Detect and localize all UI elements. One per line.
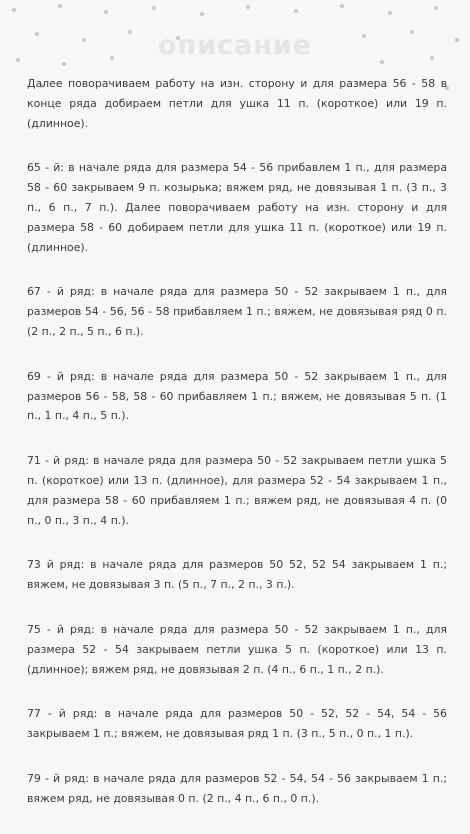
paragraph: 69 - й ряд: в начале ряда для размера 50 - 52 закрываем 1 п., для размеров 56 - 58, 58 - 60 прибавляем 1 п.; вяжем, не довязывая 5 п. (1 п., 1 п., 4 п., 5 п.). [27, 369, 447, 423]
paragraph: 73 й ряд: в начале ряда для размеров 50 52, 52 54 закрываем 1 п.; вяжем, не довязывая 3 п. (5 п., 7 п., 2 п., 3 п.). [27, 558, 447, 592]
paragraph: 75 - й ряд: в начале ряда для размера 50 - 52 закрываем 1 п., для размера 52 - 54 закрываем петли ушка 5 п. (короткое) или 13 п. (длинное); вяжем ряд, не довязывая 2 п. (4 п., 6 п., 1 п., 2 п.). [27, 622, 447, 676]
paragraph: 71 - й ряд: в начале ряда для размера 50 - 52 закрываем петли ушка 5 п. (короткое) или 13 п. (длинное), для размера 52 - 54 закрываем 1 п., для размера 58 - 60 прибавляем 1 п.; вяжем ряд, не довязывая 4 п. (0 п., 0 п., 3 п., 4 п.). [27, 454, 447, 527]
paragraph: 65 - й: в начале ряда для размера 54 - 56 прибавлем 1 п., для размера 58 - 60 закрываем 9 п. козырька; вяжем ряд, не довязывая 1 п. (3 п., 3 п., 6 п., 7 п.). Далее поворачиваем работу на изн. сторону и для размера 58 - 60 добираем петли для ушка 11 п. (короткое) или 19 п. (длинное). [27, 161, 447, 254]
paragraph: 79 - й ряд: в начале ряда для размеров 52 - 54, 54 - 56 закрываем 1 п.; вяжем ряд, не довязывая 0 п. (2 п., 4 п., 6 п., 0 п.). [27, 771, 447, 805]
paragraph: 67 - й ряд: в начале ряда для размера 50 - 52 закрываем 1 п., для размеров 54 - 56, 56 - 58 прибавляем 1 п.; вяжем, не довязывая ряд 0 п. (2 п., 2 п., 5 п., 6 п.). [27, 285, 447, 338]
document-body [27, 74, 447, 834]
paragraph: 77 - й ряд: в начале ряда для размеров 50 - 52, 52 - 54, 54 - 56 закрываем 1 п.; вяжем, не довязывая ряд 1 п. (3 п., 5 п., 0 п., 1 п.). [27, 707, 447, 741]
page-title: описание [157, 30, 313, 61]
paragraph: Далее поворачиваем работу на изн. сторону и для размера 56 - 58 в конце ряда добираем петли для ушка 11 п. (короткое) или 19 п. (длинное). [27, 77, 447, 130]
